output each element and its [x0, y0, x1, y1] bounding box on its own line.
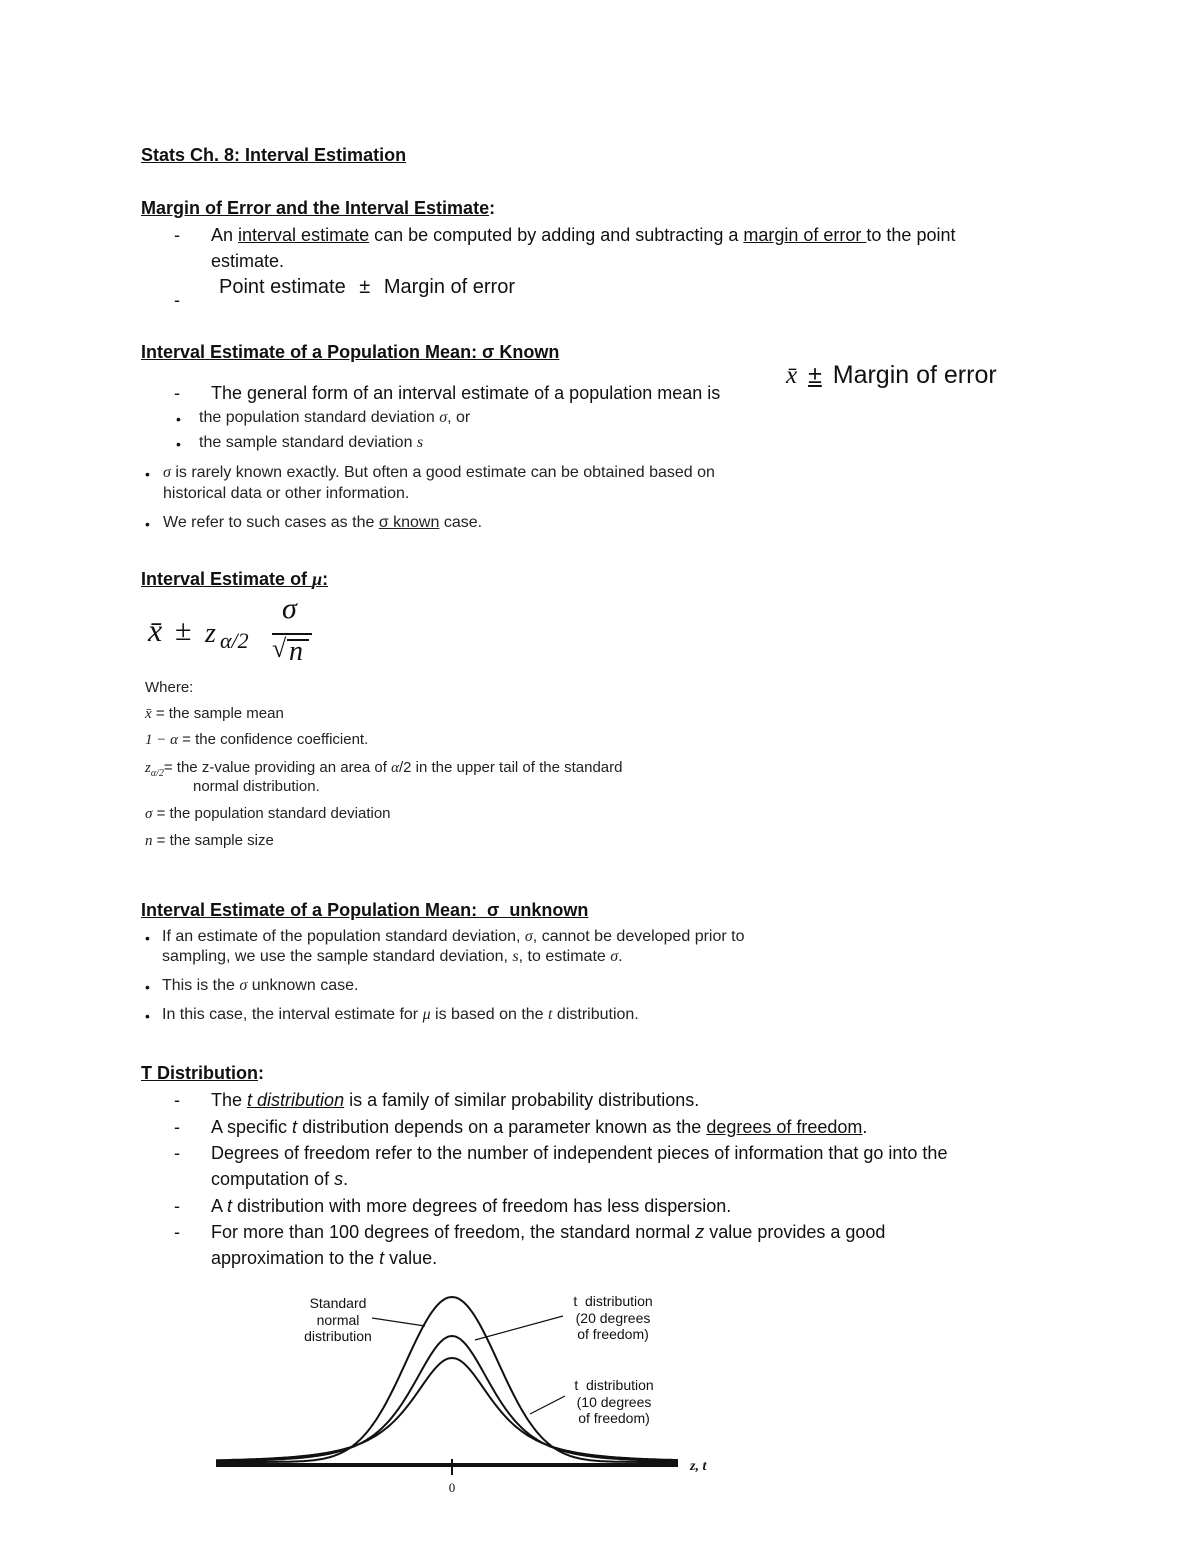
term-degrees-of-freedom: degrees of freedom — [706, 1117, 863, 1137]
text-span: /2 in the upper tail of the standard — [398, 759, 623, 776]
leader-line-t10 — [530, 1396, 565, 1414]
text-span: : — [322, 569, 329, 589]
t-symbol: t — [548, 1006, 553, 1023]
axis-label-z-t: z, t — [690, 1459, 707, 1474]
mu-symbol: μ — [422, 1006, 431, 1023]
sigma-symbol: σ — [439, 409, 448, 426]
leader-line-t20 — [475, 1316, 563, 1340]
z-symbol: z — [145, 760, 151, 776]
label-t20-line2: (20 degrees — [575, 1310, 651, 1326]
text-span: is a family of similar probability distributions. — [344, 1090, 700, 1110]
sqrt-symbol: √ — [272, 634, 287, 663]
plus-minus-symbol: ± — [359, 276, 371, 298]
general-form-text: The general form of an interval estimate of a population mean is — [211, 383, 721, 403]
bullet-marker: • — [145, 1008, 150, 1024]
label-t10-line3: of freedom) — [578, 1410, 650, 1426]
dash-marker: - — [174, 1143, 180, 1163]
text-span: , to estimate — [518, 948, 611, 965]
alpha-half-subscript: α/2 — [220, 628, 249, 653]
dash-marker: - — [174, 290, 180, 310]
alpha-half-subscript: α/2 — [150, 768, 164, 779]
t-symbol: t — [227, 1196, 233, 1216]
label-normal-line3: distribution — [304, 1328, 372, 1344]
t-symbol: t — [379, 1248, 385, 1268]
label-t10-line1: t distribution — [574, 1377, 654, 1393]
term-margin-of-error: margin of error — [743, 225, 867, 245]
text-span: to the point — [866, 225, 956, 245]
n-denominator: n — [289, 636, 303, 667]
bullet-marker: • — [145, 466, 150, 482]
text-span: approximation to the — [211, 1248, 380, 1268]
leader-line-normal — [372, 1318, 425, 1326]
xbar-symbol: x̄ — [786, 362, 798, 389]
text-span: is based on the — [430, 1006, 549, 1023]
heading-colon: : — [257, 1063, 264, 1083]
plus-minus-symbol: ± — [808, 361, 822, 389]
axis-zero-label: 0 — [448, 1480, 456, 1495]
bullet-marker: • — [145, 930, 150, 946]
text-span: . — [862, 1117, 868, 1137]
z-symbol: z — [205, 618, 216, 649]
heading-text: Margin of Error and the Interval Estimate — [141, 198, 490, 218]
dash-marker: - — [174, 383, 180, 403]
mu-symbol: μ — [312, 569, 323, 589]
bullet-marker: • — [176, 436, 181, 452]
text-span: distribution. — [552, 1006, 639, 1023]
term-interval-estimate: interval estimate — [238, 225, 370, 245]
label-t20-line3: of freedom) — [577, 1326, 649, 1342]
xbar-symbol: x̄ — [145, 706, 152, 722]
text-span: = the sample size — [152, 832, 274, 849]
text-span: In this case, the interval estimate for — [162, 1006, 423, 1023]
text-span: value provides a good — [704, 1222, 886, 1242]
bullet-marker: • — [145, 979, 150, 995]
dash-marker: - — [174, 1090, 180, 1110]
text-span: can be computed by adding and subtracting a — [369, 225, 744, 245]
sigma-symbol: σ — [524, 928, 533, 945]
where-label: Where: — [145, 679, 194, 696]
sigma-numerator: σ — [282, 592, 297, 625]
text-span: distribution with more degrees of freedom has less dispersion. — [232, 1196, 732, 1216]
xbar-symbol: x̄ — [148, 612, 163, 648]
s-symbol: s — [416, 434, 424, 451]
document-title: Stats Ch. 8: Interval Estimation — [141, 145, 407, 165]
text-span: = the sample mean — [151, 705, 284, 722]
dash-marker: - — [174, 1196, 180, 1216]
text-span: A specific — [211, 1117, 293, 1137]
dash-marker: - — [174, 225, 180, 245]
bullet-marker: • — [176, 411, 181, 427]
dash-marker: - — [174, 1222, 180, 1242]
bullet-marker: • — [145, 516, 150, 532]
t-symbol: t — [292, 1117, 298, 1137]
text-span: An — [211, 225, 239, 245]
text-span: computation of — [211, 1169, 335, 1189]
heading-text: T Distribution — [141, 1063, 258, 1083]
text-span: case. — [439, 514, 483, 531]
text-span: sampling, we use the sample standard deviation, — [162, 948, 513, 965]
sigma-symbol: σ — [145, 806, 153, 822]
text-span: = the population standard deviation — [152, 805, 391, 822]
section-heading-sigma-unknown: Interval Estimate of a Population Mean: σ unknown — [141, 900, 589, 920]
s-symbol: s — [512, 948, 519, 965]
text-span: the population standard deviation — [199, 409, 440, 426]
text-span: If an estimate of the population standard deviation, — [162, 928, 525, 945]
text-span: We refer to such cases as the — [163, 514, 379, 531]
text-span: is rarely known exactly. But often a good estimate can be obtained based on — [170, 464, 715, 481]
s-symbol: s — [334, 1169, 344, 1189]
text-span: the sample standard deviation — [199, 434, 417, 451]
alpha-symbol: α — [391, 760, 399, 776]
text-span: For more than 100 degrees of freedom, the standard normal — [211, 1222, 696, 1242]
formula-text: Margin of error — [832, 361, 997, 389]
dash-marker: - — [174, 1117, 180, 1137]
plus-minus-symbol: ± — [175, 614, 192, 647]
degrees-of-freedom-definition: Degrees of freedom refer to the number of independent pieces of information that go into the — [211, 1143, 948, 1163]
text-span: distribution depends on a parameter known as the — [297, 1117, 707, 1137]
text-span: , cannot be developed prior to — [532, 928, 745, 945]
n-symbol: n — [145, 833, 153, 849]
text-span: A — [211, 1196, 228, 1216]
definition-continuation: estimate. — [211, 251, 285, 271]
sigma-symbol: σ — [239, 977, 248, 994]
term-sigma-known: σ known — [378, 514, 440, 531]
label-t10-line2: (10 degrees — [576, 1394, 652, 1410]
formula-right: Margin of error — [383, 276, 515, 298]
label-normal-line2: normal — [316, 1312, 360, 1328]
heading-colon: : — [489, 198, 496, 218]
text-span: = the z-value providing an area of — [163, 759, 392, 776]
section-heading-sigma-known: Interval Estimate of a Population Mean: σ Known — [141, 342, 560, 362]
text-span: Interval Estimate of — [141, 569, 313, 589]
sigma-symbol: σ — [610, 948, 619, 965]
label-t20-line1: t distribution — [573, 1293, 653, 1309]
text-span: value. — [384, 1248, 438, 1268]
label-normal-line1: Standard — [309, 1295, 367, 1311]
sigma-symbol: σ — [163, 464, 171, 481]
term-t-distribution: t distribution — [247, 1090, 345, 1110]
text-span: unknown case. — [247, 977, 359, 994]
text-span: . — [618, 948, 623, 965]
text-span: , or — [447, 409, 471, 426]
formula-left: Point estimate — [219, 276, 346, 298]
one-minus-alpha-symbol: 1 − α — [145, 732, 178, 748]
bullet-continuation: historical data or other information. — [163, 485, 410, 502]
z-symbol: z — [695, 1222, 705, 1242]
text-span: The — [211, 1090, 248, 1110]
definition-continuation: normal distribution. — [193, 778, 320, 795]
text-span: = the confidence coefficient. — [178, 731, 369, 748]
text-span: . — [343, 1169, 349, 1189]
text-span: This is the — [162, 977, 240, 994]
